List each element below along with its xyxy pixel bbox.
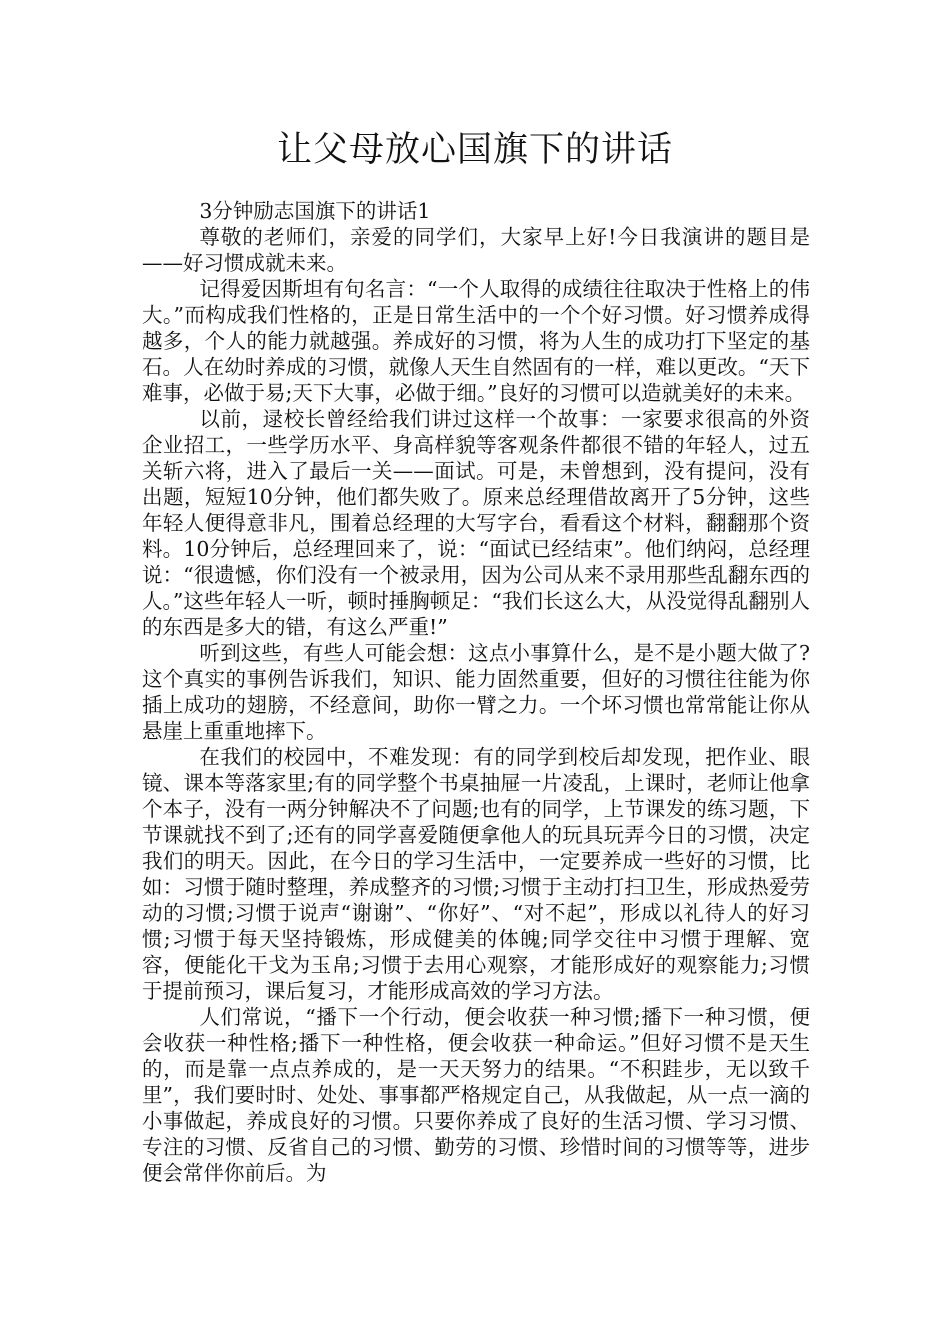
paragraph-conclusion: 人们常说，“播下一个行动，便会收获一种习惯;播下一种习惯，便会收获一种性格;播下一种性格，便会收获一种命运。”但好习惯不是天生的，而是靠一点点养成的，是一天天努力的结果。“不积跬步，无以致千里”，我们要时时、处处、事事都严格规定自己，从我做起，从一点一滴的小事做起，养成良好的习惯。只要你养成了良好的生活习惯、学习习惯、专注的习惯、反省自己的习惯、勤劳的习惯、珍惜时间的习惯等等，进步便会常伴你前后。为 — [142, 1005, 810, 1185]
section-heading: 3分钟励志国旗下的讲话1 — [199, 199, 431, 223]
document-body — [142, 198, 810, 1186]
paragraph-interview-story: 以前，逯校长曾经给我们讲过这样一个故事：一家要求很高的外资企业招工，一些学历水平、身高样貌等客观条件都很不错的年轻人，过五关斩六将，进入了最后一关——面试。可是，未曾想到，没有提问，没有出题，短短10分钟，他们都失败了。原来总经理借故离开了5分钟，这些年轻人便得意非凡，围着总经理的大写字台，看看这个材料，翻翻那个资料。10分钟后，总经理回来了，说：“面试已经结束”。他们纳闷，总经理说：“很遗憾，你们没有一个被录用，因为公司从来不录用那些乱翻东西的人。”这些年轻人一听，顿时捶胸顿足：“我们长这么大，从没觉得乱翻别人的东西是多大的错，有这么严重!” — [142, 407, 810, 639]
paragraph-reflection: 听到这些，有些人可能会想：这点小事算什么，是不是小题大做了?这个真实的事例告诉我们，知识、能力固然重要，但好的习惯往往能为你插上成功的翅膀，不经意间，助你一臂之力。一个坏习惯也常常能让你从悬崖上重重地摔下。 — [142, 641, 810, 743]
document-title: 让父母放心国旗下的讲话 — [276, 130, 673, 170]
paragraph-einstein-quote: 记得爱因斯坦有句名言：“一个人取得的成绩往往取决于性格上的伟大。”而构成我们性格的，正是日常生活中的一个个好习惯。好习惯养成得越多，个人的能力就越强。养成好的习惯，将为人生的成功打下坚定的基石。人在幼时养成的习惯，就像人天生自然固有的一样，难以更改。“天下难事，必做于易;天下大事，必做于细。”良好的习惯可以造就美好的未来。 — [142, 277, 810, 405]
paragraph-campus-habits: 在我们的校园中，不难发现：有的同学到校后却发现，把作业、眼镜、课本等落家里;有的同学整个书桌抽屉一片凌乱，上课时，老师让他拿个本子，没有一两分钟解决不了问题;也有的同学，上节课发的练习题，下节课就找不到了;还有的同学喜爱随便拿他人的玩具玩弄今日的习惯，决定我们的明天。因此，在今日的学习生活中，一定要养成一些好的习惯，比如：习惯于随时整理，养成整齐的习惯;习惯于主动打扫卫生，形成热爱劳动的习惯;习惯于说声“谢谢”、“你好”、“对不起”，形成以礼待人的好习惯;习惯于每天坚持锻炼，形成健美的体魄;同学交往中习惯于理解、宽容，便能化干戈为玉帛;习惯于去用心观察，才能形成好的观察能力;习惯于提前预习，课后复习，才能形成高效的学习方法。 — [142, 745, 810, 1003]
paragraph-greeting: 尊敬的老师们，亲爱的同学们，大家早上好!今日我演讲的题目是——好习惯成就未来。 — [142, 225, 810, 275]
